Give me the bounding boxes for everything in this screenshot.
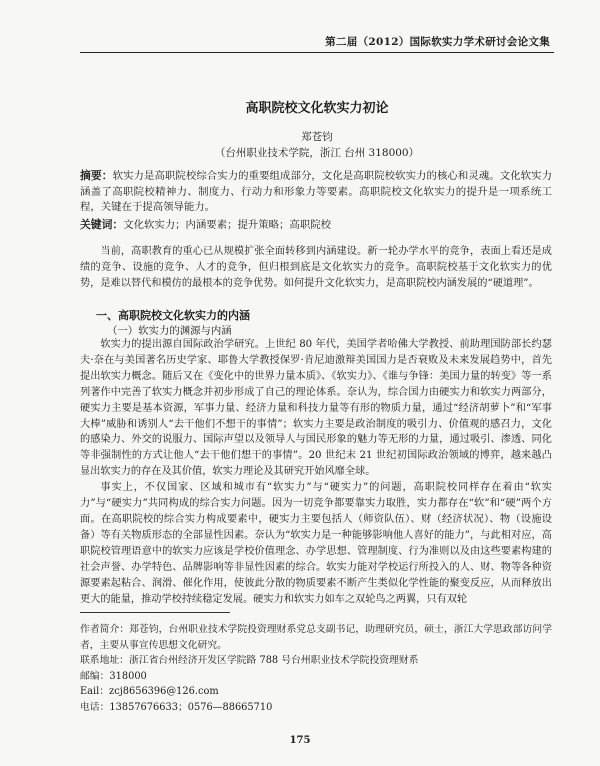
header-rule bbox=[80, 52, 554, 53]
body-paragraph: 事实上，不仅国家、区域和城市有“软实力”与“硬实力”的问题，高职院校同样存在着由“软实力”与“硬实力”共同构成的综合实力问题。因为一切竞争都要靠实力取胜，实力都存在“软”和“硬”两个方面。在高职院校的综合实力构成要素中，硬实力主要包括人（师资队伍）、财（经济状况）、物（设施设备）等有关物质形态的全部显性因素。奈认为“软实力是一种能够影响他人喜好的能力”，与此相对应，高职院校管理语意中的软实力应该是学校价值理念、办学思想、管理制度、行为准则以及由这些要素构建的社会声誉、办学特色、品牌影响等非显性因素的综合。软实力能对学校运行所投入的人、财、物等各种资源要素起粘合、润滑、催化作用，使彼此分散的物质要素不断产生类似化学性能的聚变反应，从而释放出更大的能量，推动学校持续稳定发展。硬实力和软实力如车之双轮鸟之两翼，只有双轮 bbox=[80, 482, 552, 605]
keywords-label: 关键词： bbox=[80, 218, 124, 231]
body-paragraph: 软实力的提出源自国际政治学研究。上世纪 80 年代，美国学者哈佛大学教授、前助理国防部长约瑟夫·奈在与美国著名历史学家、耶鲁大学教授保罗·肯尼迪激辩美国国力是否衰败及未来发展趋势中，首先提出软实力概念。随后又在《变化中的世界力量本质》、《软实力》、《谁与争锋：美国力量的转变》等一系列著作中完善了软实力概念并初步形成了自己的理论体系。奈认为，综合国力由硬实力和软实力两部分，硬实力主要是基本资源，军事力量、经济力量和科技力量等有形的物质力量，通过“经济胡萝卜”和“军事大棒”威胁和诱别人“去干他们不想干的事情”；软实力主要是政治制度的吸引力、价值观的感召力，文化的感染力、外交的说服力、国际声望以及领导人与国民形象的魅力等无形的力量，通过吸引、渗透、同化等非强制性的方式让他人“去干他们想干的事情”。20 世纪末 21 世纪初国际政治领域的博弈，越来越凸显出软实力的存在及其价值，软实力理论及其研究开始风靡全球。 bbox=[80, 339, 552, 478]
keywords bbox=[80, 217, 552, 234]
paper-title: 高职院校文化软实力初论 bbox=[245, 101, 389, 116]
page-number: 175 bbox=[289, 735, 311, 746]
subsection-heading: （一）软实力的渊源与内涵 bbox=[107, 325, 232, 337]
phone: 电话：13857676633；0576—88665710 bbox=[80, 701, 273, 713]
abstract-text: 软实力是高职院校综合实力的重要组成部分，文化是高职院校软实力的核心和灵魂。文化软实力涵盖了高职院校精神力、制度力、行动力和形象力等要素。高职院校文化软实力的提升是一项系统工程，关键在于提高领导能力。 bbox=[80, 170, 552, 213]
footnote bbox=[80, 622, 552, 716]
section-heading: 一、高职院校文化软实力的内涵 bbox=[96, 309, 250, 322]
author-affiliation: （台州职业技术学院，浙江 台州 318000） bbox=[214, 147, 420, 159]
author-name: 郑苍钧 bbox=[301, 131, 333, 143]
postcode: 邮编：318000 bbox=[80, 670, 147, 682]
email: Eail：zcj8656396@126.com bbox=[80, 686, 219, 698]
contact-address: 联系地址：浙江省台州经济开发区学院路 788 号台州职业技术学院投资理财系 bbox=[80, 655, 419, 667]
keywords-text: 文化软实力；内涵要素；提升策略；高职院校 bbox=[123, 219, 331, 231]
abstract bbox=[80, 168, 552, 216]
intro-paragraph: 当前，高职教育的重心已从规模扩张全面转移到内涵建设。新一轮办学水平的竞争，表面上看还是成绩的竞争、设施的竞争、人才的竞争，但归根到底是文化软实力的竞争。高职院校基于文化软实力的优势，是难以替代和模仿的最根本的竞争优势。如何提升文化软实力，是高职院校内涵发展的“硬道理”。 bbox=[80, 246, 552, 289]
running-head: 第二届（2012）国际软实力学术研讨会论文集 bbox=[325, 36, 550, 48]
body-text bbox=[80, 337, 552, 607]
footnote-rule bbox=[80, 612, 230, 613]
abstract-label: 摘要： bbox=[80, 169, 113, 182]
author-bio: 作者简介：郑苍钧，台州职业技术学院投资理财系党总支副书记，助理研究员，硕士，浙江大学思政部访问学者，主要从事宣传思想文化研究。 bbox=[80, 624, 552, 651]
